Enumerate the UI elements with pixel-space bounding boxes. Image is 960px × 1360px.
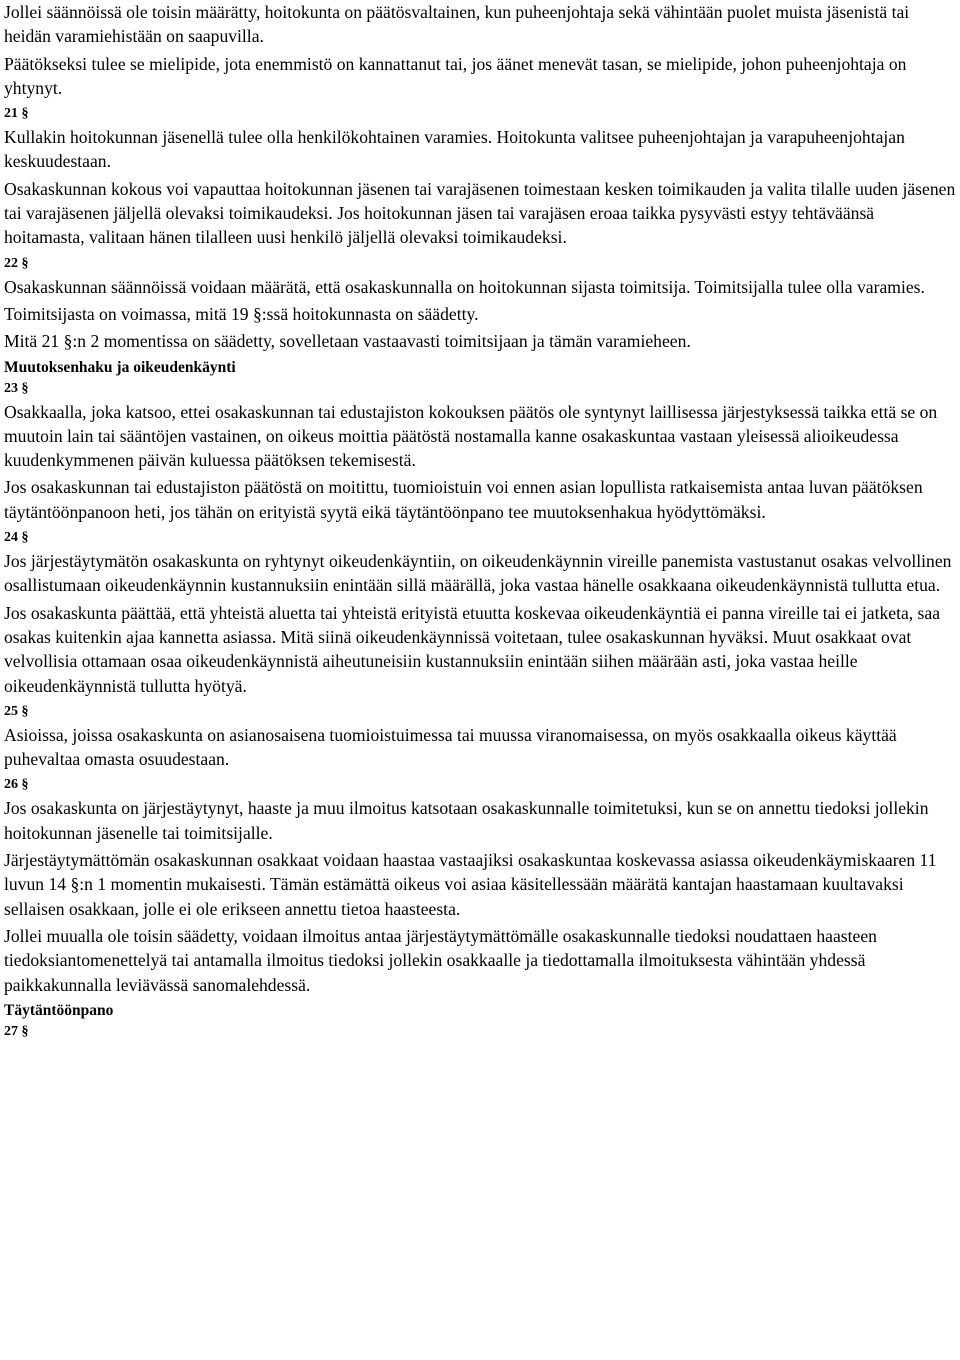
section-number: 24 § xyxy=(4,530,29,546)
section-heading: Muutoksenhaku ja oikeudenkäynti xyxy=(4,358,236,376)
section-number: 27 § xyxy=(4,1023,29,1039)
section-number: 21 § xyxy=(4,106,29,122)
section-number: 23 § xyxy=(4,380,29,396)
paragraph: Asioissa, joissa osakaskunta on asianosaisena tuomioistuimessa tai muussa viranomaisessa, on myös osakkaalla oikeus käyttää puhevaltaa omasta osuudestaan. xyxy=(4,724,897,770)
section-heading: Täytäntöönpano xyxy=(4,1001,114,1019)
paragraph: Järjestäytymättömän osakaskunnan osakkaat voidaan haastaa vastaajiksi osakaskuntaa koskevassa asiassa oikeudenkäymiskaaren 11 luvun 14 §:n 1 momentin mukaisesti. Tämän estämättä oikeus voi asiaa käsitellessään määrätä kantajan haastamaan kuultavaksi sellaisen osakkaan, jolle ei ole erikseen annettu tietoa haasteesta. xyxy=(4,850,937,919)
paragraph: Jos osakaskunta on järjestäytynyt, haaste ja muu ilmoitus katsotaan osakaskunnalle toimitetuksi, kun se on annettu tiedoksi jollekin hoitokunnan jäsenelle tai toimitsijalle. xyxy=(4,798,929,843)
section-number: 22 § xyxy=(4,255,29,271)
paragraph: Osakaskunnan kokous voi vapauttaa hoitokunnan jäsenen tai varajäsenen toimestaan kesken toimikauden ja valita tilalle uuden jäsenen tai varajäsenen jäljellä olevaksi toimikaudeksi. Jos hoitokunnan jäsen tai varajäsen eroaa taikka pysyvästi estyy tehtäväänsä hoitamasta, valitaan hänen tilalleen uusi henkilö jäljellä olevaksi toimikaudeksi. xyxy=(4,178,956,248)
paragraph: Osakaskunnan säännöissä voidaan määrätä, että osakaskunnalla on hoitokunnan sijasta toimitsija. Toimitsijalla tulee olla varamies. xyxy=(4,276,925,297)
paragraph: Mitä 21 §:n 2 momentissa on säädetty, sovelletaan vastaavasti toimitsijaan ja tämän varamieheen. xyxy=(4,331,691,352)
section-number: 25 § xyxy=(4,703,29,719)
paragraph: Toimitsijasta on voimassa, mitä 19 §:ssä hoitokunnasta on säädetty. xyxy=(4,303,479,324)
paragraph: Kullakin hoitokunnan jäsenellä tulee olla henkilökohtainen varamies. Hoitokunta valitsee puheenjohtajan ja varapuheenjohtajan keskuudestaan. xyxy=(4,127,905,172)
paragraph: Jos järjestäytymätön osakaskunta on ryhtynyt oikeudenkäyntiin, on oikeudenkäynnin vireille panemista vastustanut osakas velvollinen osallistumaan oikeudenkäynnin kustannuksiin enintään sillä määrällä, joka vastaa hänelle osakkaana oikeudenkäynnistä tullutta etua. xyxy=(4,551,952,596)
paragraph: Päätökseksi tulee se mielipide, jota enemmistö on kannattanut tai, jos äänet menevät tasan, se mielipide, johon puheenjohtaja on yhtynyt. xyxy=(4,53,907,98)
paragraph: Jollei säännöissä ole toisin määrätty, hoitokunta on päätösvaltainen, kun puheenjohtaja sekä vähintään puolet muista jäsenistä tai heidän varamiehistään on saapuvilla. xyxy=(4,2,910,47)
paragraph: Jos osakaskunnan tai edustajiston päätöstä on moitittu, tuomioistuin voi ennen asian lopullista ratkaisemista antaa luvan päätöksen täytäntöönpanoon heti, jos tähän on erityistä syytä eikä täytäntöönpano tee muutoksenhakua hyödyttömäksi. xyxy=(4,477,923,522)
section-number: 26 § xyxy=(4,777,29,793)
paragraph: Jos osakaskunta päättää, että yhteistä aluetta tai yhteistä erityistä etuutta koskevaa oikeudenkäyntiä ei panna vireille tai ei jatketa, saa osakas kuitenkin ajaa kannetta asiassa. Mitä siinä oikeudenkäynnissä voitetaan, tulee osakaskunnan hyväksi. Muut osakkaat ovat velvollisia ottamaan osaa oikeudenkäynnistä aiheutuneisiin kustannuksiin enintään siihen määrään asti, joka vastaa heille oikeudenkäynnistä tullutta hyötyä. xyxy=(4,602,941,696)
paragraph: Osakkaalla, joka katsoo, ettei osakaskunnan tai edustajiston kokouksen päätös ole syntynyt laillisessa järjestyksessä taikka että se on muutoin lain tai sääntöjen vastainen, on oikeus moittia päätöstä nostamalla kanne osakaskuntaa vastaan yleisessä alioikeudessa kuudenkymmenen päivän kuluessa päätöksen tekemisestä. xyxy=(4,401,938,471)
paragraph: Jollei muualla ole toisin säädetty, voidaan ilmoitus antaa järjestäytymättömälle osakaskunnalle tiedoksi noudattaen haasteen tiedoksiantomenettelyä tai antamalla ilmoitus tiedoksi jollekin osakkaalle ja tiedottamalla ilmoituksesta vähintään yhdessä paikkakunnalla leviävässä sanomalehdessä. xyxy=(4,925,877,995)
